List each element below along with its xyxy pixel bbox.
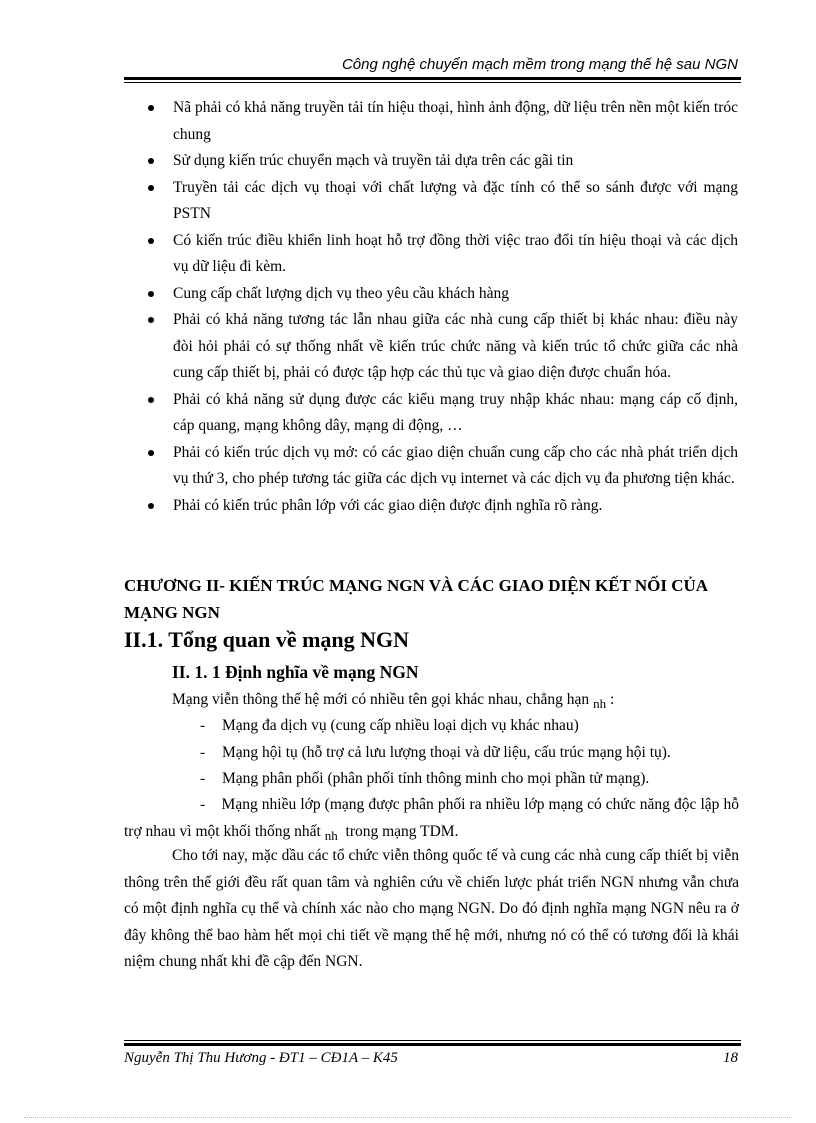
bullet-icon: [148, 503, 154, 509]
dash-icon: -: [200, 717, 206, 734]
bullet-icon: [148, 291, 154, 297]
page-edge: [24, 1117, 792, 1118]
dash-icon: -: [200, 796, 206, 813]
footer-rule-thick: [124, 1043, 741, 1046]
list-item: - Mạng phân phối (phân phối tính thông minh cho mọi phần tử mạng).: [200, 766, 740, 793]
list-item: Sử dụng kiến trúc chuyển mạch và truyền tải dựa trên các gãi tin: [148, 148, 738, 175]
list-item: Truyền tải các dịch vụ thoại với chất lượng và đặc tính có thể so sánh được với mạng PSTN: [148, 175, 738, 228]
subscript-note: nh: [593, 696, 607, 711]
intro-paragraph: Mạng viễn thông thế hệ mới có nhiều tên gọi khác nhau, chẳng hạn $_{nh}$ :: [172, 691, 615, 711]
footer-author: Nguyễn Thị Thu Hương - ĐT1 – CĐ1A – K45: [124, 1050, 398, 1066]
list-item: Phải có khả năng tương tác lẫn nhau giữa các nhà cung cấp thiết bị khác nhau: điều này đòi hỏi phải có sự thống nhất về kiến trúc chức năng và kiến trúc tổ chức giữa các nhà cung cấp thiết bị, phải có được tập hợp các thủ tục và giao diện được chuẩn hóa.: [148, 307, 738, 387]
dash-icon: -: [200, 743, 206, 761]
list-item: - Mạng hội tụ (hỗ trợ cả lưu lượng thoại và dữ liệu, cấu trúc mạng hội tụ).: [200, 740, 740, 767]
dash-icon: -: [200, 770, 206, 787]
list-item: - Mạng đa dịch vụ (cung cấp nhiều loại dịch vụ khác nhau): [200, 713, 740, 740]
multilayer-paragraph: - Mạng nhiều lớp (mạng được phân phối ra nhiều lớp mạng có chức năng độc lập hỗ trợ nhau vì một khối thống nhất $_{nh}$ trong mạng TDM.: [124, 796, 740, 843]
bullet-icon: [148, 105, 154, 111]
bullet-icon: [148, 185, 154, 191]
bullet-icon: [148, 158, 154, 164]
body-paragraph: Cho tới nay, mặc dầu các tổ chức viễn thông quốc tế và cung các nhà cung cấp thiết bị viễn thông trên thế giới đều rất quan tâm và nghiên cứu về chiến lược phát triển NGN nhưng vẫn chưa có một định nghĩa cụ thể và chính xác nào cho mạng NGN. Do đó định nghĩa mạng NGN nêu ra ở đây không thể bao hàm hết mọi chi tiết về mạng thế hệ mới, nhưng nó có thể có tương đối là khái niệm chung nhất khi đề cập đến NGN.: [124, 847, 739, 970]
bullet-icon: [148, 238, 154, 244]
network-names-list: [200, 713, 740, 793]
list-item: Phải có kiến trúc phân lớp với các giao diện được định nghĩa rõ ràng.: [148, 493, 738, 520]
list-item: Có kiến trúc điều khiển linh hoạt hỗ trợ đồng thời việc trao đổi tín hiệu thoại và các dịch vụ dữ liệu đi kèm.: [148, 228, 738, 281]
subscript-note: nh: [324, 827, 338, 843]
header-rule-thick: [124, 77, 741, 80]
running-header: Công nghệ chuyển mạch mềm trong mạng thế hệ sau NGN: [341, 56, 738, 73]
chapter-heading: CHƯƠNG II- KIẾN TRÚC MẠNG NGN VÀ CÁC GIAO DIỆN KẾT NỐI CỦA MẠNG NGN: [124, 576, 708, 622]
bullet-icon: [148, 450, 154, 456]
list-item: Cung cấp chất lượng dịch vụ theo yêu cầu khách hàng: [148, 281, 738, 308]
header-rule-thin: [124, 82, 741, 83]
list-item: Phải có khả năng sử dụng được các kiểu mạng truy nhập khác nhau: mạng cáp cố định, cáp quang, mạng không dây, mạng di động, …: [148, 387, 738, 440]
bullet-icon: [148, 397, 154, 403]
requirements-list: [148, 95, 738, 519]
footer-rule-thin: [124, 1040, 741, 1041]
page-number: 18: [723, 1050, 738, 1066]
subsection-heading: II. 1. 1 Định nghĩa về mạng NGN: [172, 662, 419, 682]
list-item: Nã phải có khả năng truyền tải tín hiệu thoại, hình ảnh động, dữ liệu trên nền một kiến tróc chung: [148, 95, 738, 148]
section-heading: II.1. Tổng quan về mạng NGN: [124, 627, 410, 652]
list-item: Phải có kiến trúc dịch vụ mở: có các giao diện chuẩn cung cấp cho các nhà phát triển dịch vụ thứ 3, cho phép tương tác giữa các dịch vụ internet và các dịch vụ đa phương tiện khác.: [148, 440, 738, 493]
bullet-icon: [148, 317, 154, 323]
